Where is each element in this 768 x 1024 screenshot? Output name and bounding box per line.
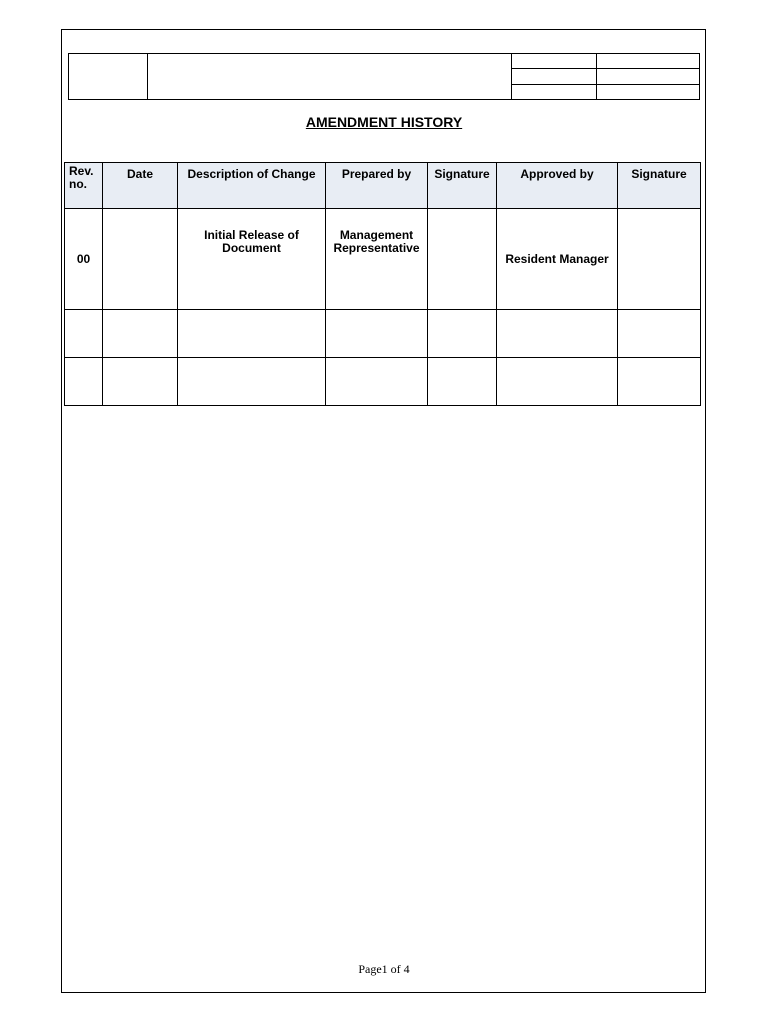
- column-header-signature: Signature: [618, 163, 701, 209]
- cell-rev-no: [65, 358, 103, 406]
- cell-date: [103, 209, 178, 310]
- cell-approved-by: Resident Manager: [497, 209, 618, 310]
- cell-description: [178, 310, 326, 358]
- cell-approved-by: [497, 310, 618, 358]
- header-meta-label-cell: [512, 69, 597, 85]
- cell-description: [178, 358, 326, 406]
- header-meta-value-cell: [597, 69, 700, 85]
- column-header-rev-no: Rev. no.: [65, 163, 103, 209]
- cell-signature: [428, 209, 497, 310]
- cell-signature: [428, 358, 497, 406]
- cell-rev-no: [65, 310, 103, 358]
- document-header-block: [68, 53, 700, 100]
- column-header-prepared-by: Prepared by: [326, 163, 428, 209]
- table-row: [65, 358, 701, 406]
- cell-prepared-by: [326, 358, 428, 406]
- header-logo-cell: [69, 54, 148, 100]
- cell-date: [103, 358, 178, 406]
- table-header-row: [65, 163, 701, 209]
- table-row: [65, 209, 701, 310]
- header-meta-label-cell: [512, 54, 597, 69]
- cell-date: [103, 310, 178, 358]
- cell-signature: [618, 310, 701, 358]
- cell-prepared-by: Management Representative: [326, 209, 428, 310]
- header-meta-value-cell: [597, 85, 700, 100]
- cell-signature: [618, 209, 701, 310]
- cell-prepared-by: [326, 310, 428, 358]
- column-header-description: Description of Change: [178, 163, 326, 209]
- header-meta-value-cell: [597, 54, 700, 69]
- page-title: AMENDMENT HISTORY: [305, 114, 463, 130]
- column-header-signature: Signature: [428, 163, 497, 209]
- header-title-cell: [148, 54, 512, 100]
- column-header-date: Date: [103, 163, 178, 209]
- cell-signature: [618, 358, 701, 406]
- cell-signature: [428, 310, 497, 358]
- header-meta-label-cell: [512, 85, 597, 100]
- cell-description: Initial Release of Document: [178, 209, 326, 310]
- table-row: [65, 310, 701, 358]
- page-number: Page1 of 4: [358, 962, 410, 976]
- column-header-approved-by: Approved by: [497, 163, 618, 209]
- cell-rev-no: 00: [65, 209, 103, 310]
- cell-approved-by: [497, 358, 618, 406]
- amendment-history-table: [64, 162, 701, 406]
